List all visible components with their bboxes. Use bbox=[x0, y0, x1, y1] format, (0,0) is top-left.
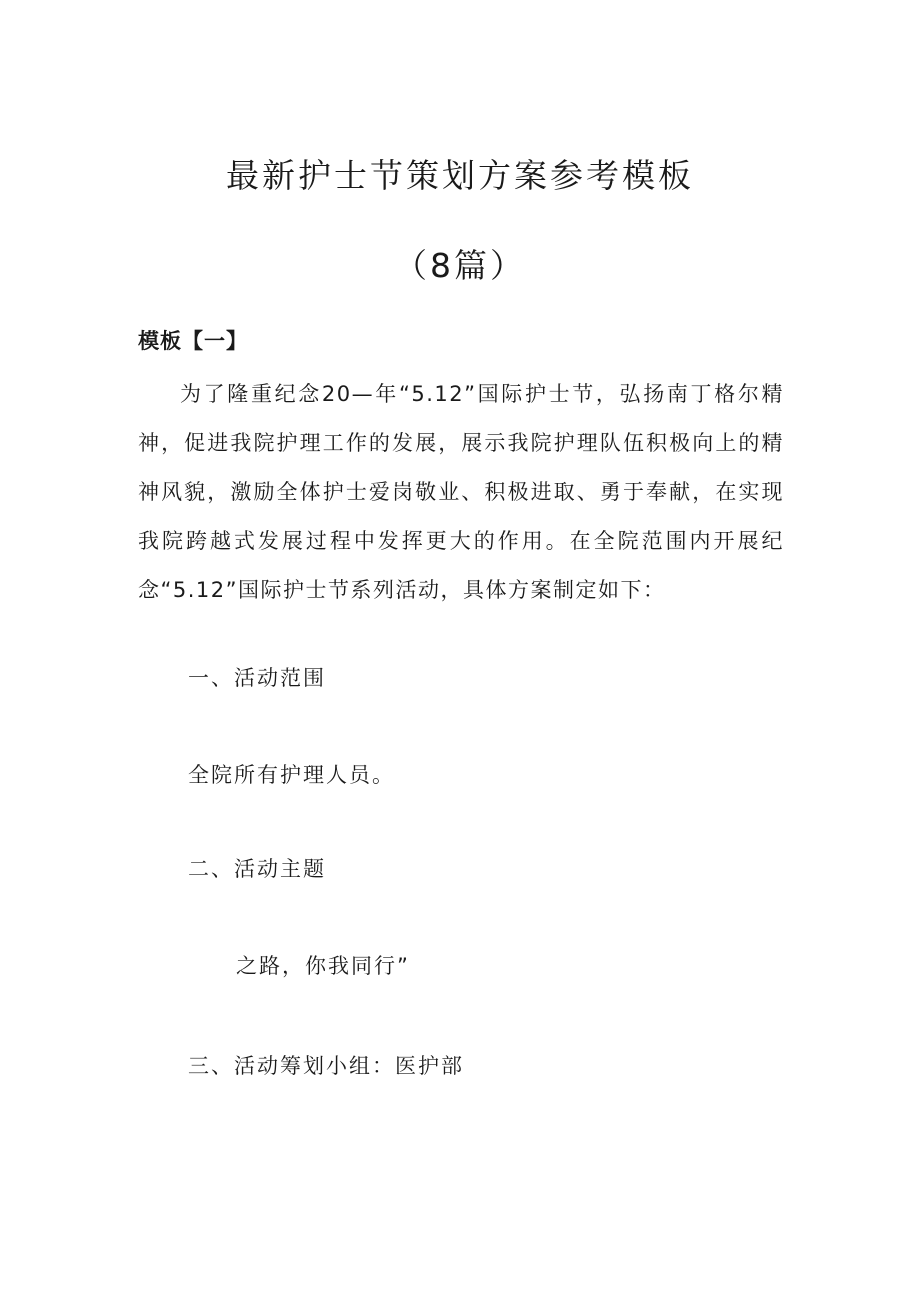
document-title: 最新护士节策划方案参考模板 bbox=[226, 156, 694, 195]
activity-scope-text: 全院所有护理人员。 bbox=[188, 763, 395, 787]
intro-paragraph: 为了隆重纪念20—年“5.12”国际护士节，弘扬南丁格尔精神，促进我院护理工作的发展，展示我院护理队伍积极向上的精神风貌，激励全体护士爱岗敬业、积极进取、勇于奉献，在实现我院跨越式发展过程中发挥更大的作用。在全院范围内开展纪念“5.12”国际护士节系列活动，具体方案制定如下： bbox=[138, 382, 784, 602]
section-heading: 模板【一】 bbox=[138, 329, 248, 353]
document-subtitle: （8篇） bbox=[394, 246, 526, 285]
activity-theme-text: 之路，你我同行” bbox=[236, 954, 410, 978]
planning-group-heading: 三、活动筹划小组：医护部 bbox=[188, 1054, 464, 1078]
activity-theme-heading: 二、活动主题 bbox=[188, 857, 326, 881]
activity-scope-heading: 一、活动范围 bbox=[188, 666, 326, 690]
